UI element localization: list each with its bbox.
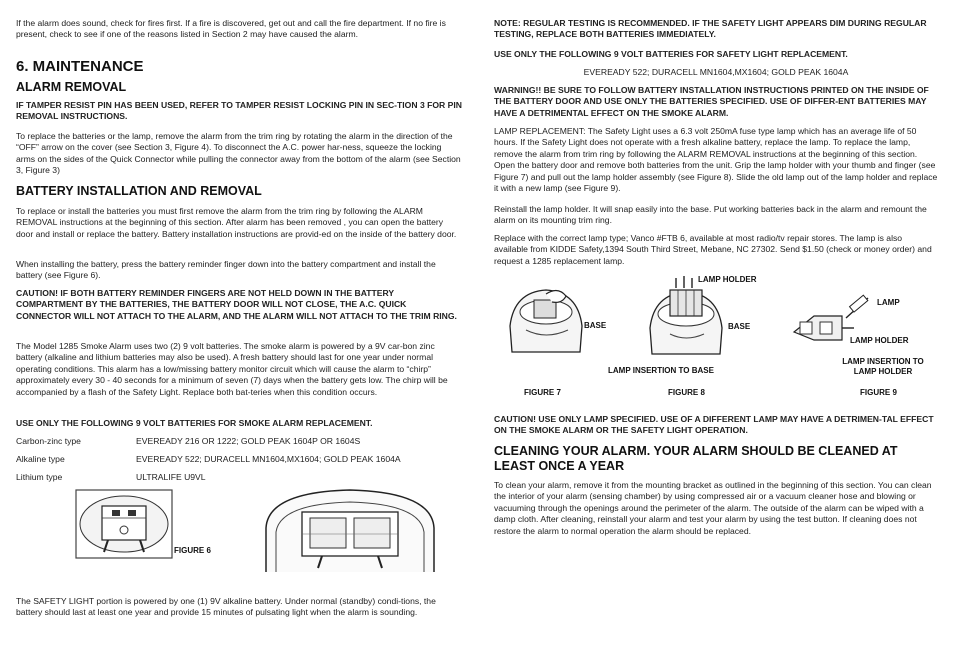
lamp-label: LAMP bbox=[877, 298, 900, 307]
section-title: 6. MAINTENANCE bbox=[16, 58, 144, 75]
lamp-holder-label: LAMP HOLDER bbox=[698, 275, 757, 284]
battery-type-label: Carbon-zinc type bbox=[16, 436, 81, 446]
battery-paragraph-1: To replace or install the batteries you must first remove the alarm from the trim ring by following the ALARM REMOVAL instructions at the beginning of this section. After alarm has been removed , you can open the battery door and install or replace the battery. Battery installation instructions are provid-ed on the inside of the battery door. bbox=[16, 206, 457, 239]
battery-paragraph-2: When installing the battery, press the battery reminder finger down into the battery compartment and install the battery (see Figure 6). bbox=[16, 259, 436, 281]
reinstall-paragraph: Reinstall the lamp holder. It will snap easily into the base. Put working batteries back in the alarm and remount the alarm on its mounting trim ring. bbox=[494, 204, 927, 226]
battery-warning: WARNING!! BE SURE TO FOLLOW BATTERY INSTALLATION INSTRUCTIONS PRINTED ON THE INSIDE OF THE BATTERY DOOR AND USE ONLY THE BATTERIES SPECIFIED. USE OF DIFFER-ENT BATTERIES MAY HAVE A DETRIMENTAL EFFECT ON THE SMOKE ALARM. bbox=[494, 85, 929, 118]
figure-6-alarm-illustration bbox=[262, 488, 438, 572]
lamp-holder-label: LAMP HOLDER bbox=[850, 336, 909, 345]
battery-type-label: Alkaline type bbox=[16, 454, 65, 464]
lamp-insertion-holder-label: LAMP INSERTION TO LAMP HOLDER bbox=[842, 357, 924, 376]
figure-6-detail-illustration bbox=[74, 488, 174, 560]
base-label: BASE bbox=[584, 321, 607, 330]
lamp-insertion-base-label: LAMP INSERTION TO BASE bbox=[608, 366, 714, 375]
safety-light-battery-models: EVEREADY 522; DURACELL MN1604,MX1604; GOLD PEAK 1604A bbox=[583, 67, 849, 77]
figure-9-label: FIGURE 9 bbox=[860, 388, 897, 397]
intro-text: If the alarm does sound, check for fires first. If a fire is discovered, get out and call the fire department. If no fire is present, check to see if one of the reasons listed in Section 2 may have caused the alarm. bbox=[16, 18, 446, 40]
cleaning-heading: CLEANING YOUR ALARM. YOUR ALARM SHOULD BE CLEANED AT LEAST ONCE A YEAR bbox=[494, 444, 898, 473]
figure-8-label: FIGURE 8 bbox=[668, 388, 705, 397]
safety-light-use-only: USE ONLY THE FOLLOWING 9 VOLT BATTERIES FOR SAFETY LIGHT REPLACEMENT. bbox=[494, 49, 848, 59]
alarm-removal-body: To replace the batteries or the lamp, remove the alarm from the trim ring by rotating the alarm in the direction of the “OFF” arrow on the cover (see Section 3, Figure 4). To disconnect the A.C. power har-ness, squeeze the locking arms on the sides of the Quick Connector while pulling the connector away from the bottom of the alarm (see Section 3, Figure 3) bbox=[16, 131, 461, 176]
alarm-removal-heading: ALARM REMOVAL bbox=[16, 80, 127, 94]
lamp-replacement-paragraph: LAMP REPLACEMENT: The Safety Light uses a 6.3 volt 250mA fuse type lamp which has an average life of 50 hours. If the Safety Light does not operate with a fresh alkaline battery, replace the lamp. To replace the lamp, remove the alarm from trim ring by following the ALARM REMOVAL instructions at the beginning of this section. Open the battery door and remove both batteries from the unit. Grip the lamp holder with your thumb and finger (see Figure 7) and pull out the lamp holder assembly (see Figure 8). Slide the old lamp out of the lamp holder and replace it with a new lamp (see Figure 9). bbox=[494, 126, 938, 194]
smoke-battery-use-only: USE ONLY THE FOLLOWING 9 VOLT BATTERIES FOR SMOKE ALARM REPLACEMENT. bbox=[16, 418, 373, 428]
battery-type-label: Lithium type bbox=[16, 472, 63, 482]
figure-6-label: FIGURE 6 bbox=[174, 546, 211, 555]
replace-with-paragraph: Replace with the correct lamp type; Vanco #FTB 6, available at most radio/tv repair stores. The lamp is also available from KIDDE Safety,1394 South Third Street, Mebane, NC 27302. Send $1.50 (check or money order) and request a 1285 replacement lamp. bbox=[494, 233, 932, 266]
battery-paragraph-3: The Model 1285 Smoke Alarm uses two (2) 9 volt batteries. The smoke alarm is powered by a 9V car-bon zinc battery (alkaline and lithium batteries may also be used). A fresh battery should last for one year under normal operating conditions. This alarm has a low/missing battery monitor circuit which will cause the alarm to “chirp” approximately every 30 - 40 seconds for a minimum of seven (7) days when the battery gets low. The chirp will be accompanied by a flash of the Safety Light. Replace both bat-teries when this condition occurs. bbox=[16, 341, 448, 397]
battery-heading: BATTERY INSTALLATION AND REMOVAL bbox=[16, 184, 262, 198]
battery-caution: CAUTION! IF BOTH BATTERY REMINDER FINGERS ARE NOT HELD DOWN IN THE BATTERY COMPARTMENT BY THE BATTERIES, THE BATTERY DOOR WILL NOT CLOSE, THE A.C. QUICK CONNECTOR WILL NOT ATTACH TO THE ALARM, AND THE ALARM WILL NOT ATTACH TO THE TRIM RING. bbox=[16, 288, 457, 321]
battery-type-models: EVEREADY 522; DURACELL MN1604,MX1604; GOLD PEAK 1604A bbox=[136, 454, 401, 464]
battery-type-models: ULTRALIFE U9VL bbox=[136, 472, 206, 482]
figure-8-illustration bbox=[646, 272, 728, 360]
tamper-warning: IF TAMPER RESIST PIN HAS BEEN USED, REFER TO TAMPER RESIST LOCKING PIN IN SEC-TION 3 FOR PIN REMOVAL INSTRUCTIONS. bbox=[16, 100, 462, 122]
lamp-caution: CAUTION! USE ONLY LAMP SPECIFIED. USE OF A DIFFERENT LAMP MAY HAVE A DETRIMEN-TAL EFFECT ON THE SMOKE ALARM OR THE SAFETY LIGHT OPERATION. bbox=[494, 414, 934, 436]
figure-7-label: FIGURE 7 bbox=[524, 388, 561, 397]
base-label: BASE bbox=[728, 322, 751, 331]
battery-type-models: EVEREADY 216 OR 1222; GOLD PEAK 1604P OR 1604S bbox=[136, 436, 361, 446]
safety-light-paragraph: The SAFETY LIGHT portion is powered by one (1) 9V alkaline battery. Under normal (standby) condi-tions, the battery should last at least one year and provide 15 minutes of pulsating light when the alarm is sounding. bbox=[16, 596, 436, 618]
testing-note: NOTE: REGULAR TESTING IS RECOMMENDED. IF THE SAFETY LIGHT APPEARS DIM DURING REGULAR TESTING, REPLACE BOTH BATTERIES IMMEDIATELY. bbox=[494, 18, 927, 40]
figure-7-illustration bbox=[506, 282, 584, 358]
cleaning-paragraph: To clean your alarm, remove it from the mounting bracket as outlined in the beginning of this section. You can clean the interior of your alarm (sensing chamber) by using compressed air or a vacuum cleaner hose and blowing or vacuuming through the openings around the perimeter of the alarm. The outside of the alarm can be wiped with a damp cloth. After cleaning, reinstall your alarm and test your alarm by using the test button. If cleaning does not restore the alarm to normal operation the alarm should be replaced. bbox=[494, 480, 932, 536]
